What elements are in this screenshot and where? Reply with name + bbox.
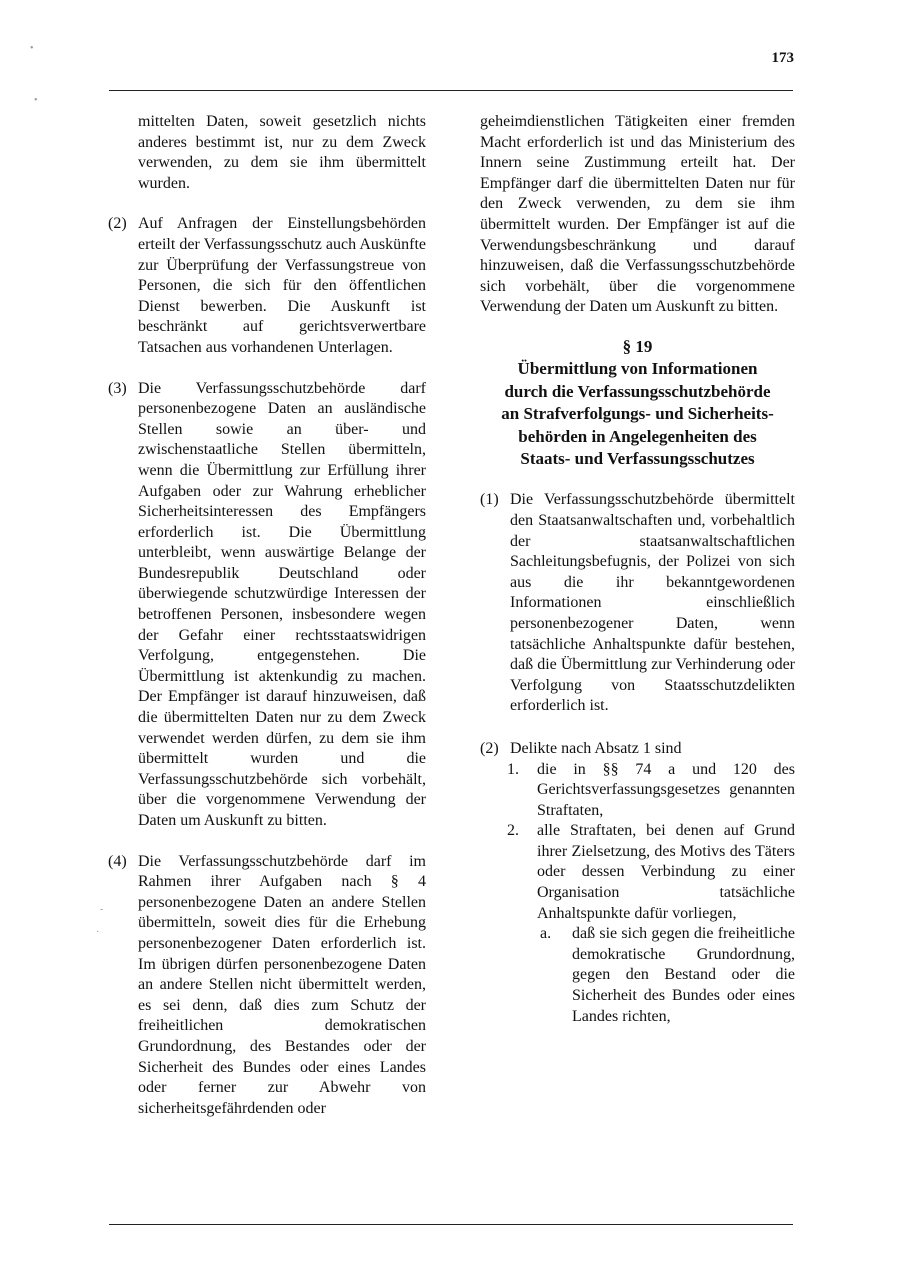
paragraph-text: Auf Anfragen der Einstellungsbehörden erteilt der Verfassungsschutz auch Auskünfte zur Überprüfung der Verfassungstreue von Personen, die sich für den öffentlichen Dienst bewerben. Die Auskunft ist beschränkt auf gerichtsverwertbare Tatsachen aus vorhandenen Unterlagen. bbox=[138, 215, 426, 356]
paragraph-2 bbox=[108, 214, 426, 358]
sub-list-item-text: daß sie sich gegen die freiheitliche demokratische Grundordnung, gegen den Bestand oder die Sicherheit des Bundes oder eines Landes richten, bbox=[572, 925, 795, 1025]
paragraph-number: (1) bbox=[480, 491, 499, 509]
paragraph-text: Die Verfassungsschutzbehörde darf personenbezogene Daten an ausländische Stellen sowie an über- und zwischenstaatliche Stellen übermitteln, wenn die Übermittlung zur Erfüllung ihrer Aufgaben oder zur Wahrung erheblicher Sicherheitsinteressen des Empfängers erforderlich ist. Die Übermittlung unterbleibt, wenn auswärtige Belange der Bundesrepublik Deutschland oder überwiegende schutzwürdige Interessen der betroffenen Personen, insbesondere wegen der Gefahr einer rechtsstaatswidrigen Verfolgung, entgegenstehen. Die Übermittlung ist aktenkundig zu machen. Der Empfänger ist darauf hinzuweisen, daß die übermittelten Daten nur zu dem Zweck verwendet werden dürfen, zu dem sie ihm übermittelt wurden und die Verfassungsschutzbehörde sich vorbehält, über die vorgenommene Verwendung der Daten um Auskunft zu bitten. bbox=[138, 379, 426, 829]
list-item-text: alle Straftaten, bei denen auf Grund ihrer Zielsetzung, des Motivs des Täters oder dessen Verbindung zu einer Organisation tatsächliche Anhaltspunkte dafür vorliegen, bbox=[537, 822, 795, 922]
page-number: 173 bbox=[771, 50, 794, 66]
section-number: § 19 bbox=[622, 336, 653, 356]
header-rule bbox=[109, 90, 793, 91]
left-column bbox=[108, 112, 426, 1119]
section-title-line: Staats- und Verfassungsschutzes bbox=[520, 448, 755, 468]
sub-list-item-letter: a. bbox=[540, 925, 552, 943]
section-paragraph-1 bbox=[480, 490, 795, 717]
margin-mark: - bbox=[100, 904, 104, 915]
margin-mark: · bbox=[96, 927, 100, 938]
paragraph-number: (2) bbox=[480, 739, 499, 757]
paragraph-number: (3) bbox=[108, 379, 127, 397]
paragraph-number: (4) bbox=[108, 852, 127, 870]
paragraph-text: Delikte nach Absatz 1 sind bbox=[510, 739, 682, 757]
paragraph-4 bbox=[108, 852, 426, 1120]
list-item-text: die in §§ 74 a und 120 des Gerichtsverfassungsgesetzes genannten Straftaten, bbox=[537, 760, 795, 819]
section-title-line: durch die Verfassungsschutzbehörde bbox=[504, 381, 771, 401]
section-paragraph-2 bbox=[480, 739, 795, 760]
right-column bbox=[480, 112, 795, 1027]
section-heading bbox=[480, 336, 795, 470]
sub-list-item bbox=[480, 924, 795, 1027]
section-title-line: an Strafverfolgungs- und Sicherheits- bbox=[501, 404, 774, 424]
paragraph-text: Die Verfassungsschutzbehörde übermittelt den Staatsanwaltschaften und, vorbehaltlich der staatsanwaltschaftlichen Sachleitungsbefugnis, der Polizei von sich aus die ihr bekanntgewordenen Informationen einschließlich personenbezogener Daten, wenn tatsächliche Anhaltspunkte dafür bestehen, daß die Übermittlung zur Verhinderung oder Verfolgung von Staatsschutzdelikten erforderlich ist. bbox=[510, 491, 795, 715]
list-item-number: 2. bbox=[507, 822, 519, 840]
section-title-line: Übermittlung von Informationen bbox=[517, 359, 758, 379]
paragraph-number: (2) bbox=[108, 215, 127, 233]
section-title-line: behörden in Angelegenheiten des bbox=[518, 426, 757, 446]
list-item-number: 1. bbox=[507, 760, 519, 778]
margin-mark: • bbox=[30, 43, 34, 54]
list-item bbox=[480, 821, 795, 924]
paragraph-text: Die Verfassungsschutzbehörde darf im Rahmen ihrer Aufgaben nach § 4 personenbezogene Daten an andere Stellen übermitteln, soweit dies für die Erhebung personenbezogener Daten erforderlich ist. Im übrigen dürfen personenbezogene Daten an andere Stellen nicht übermittelt werden, es sei denn, daß dies zum Schutz der freiheitlichen demokratischen Grundordnung, des Bestandes oder der Sicherheit des Bundes oder eines Landes oder ferner zur Abwehr von sicherheitsgefährdenden oder bbox=[138, 852, 426, 1117]
footer-rule bbox=[109, 1224, 793, 1225]
continued-paragraph: geheimdienstlichen Tätigkeiten einer fremden Macht erforderlich ist und das Ministerium des Innern seine Zustimmung erteilt hat. Der Empfänger darf die übermittelten Daten nur für den Zweck verwenden, zu dem sie ihm übermittelt wurden. Der Empfänger ist auf die Verwendungsbeschränkung und darauf hinzuweisen, daß die Verfassungsschutzbehörde sich vorbehält, über die vorgenommene Verwendung der Daten um Auskunft zu bitten. bbox=[480, 113, 795, 316]
continued-paragraph: mittelten Daten, soweit gesetzlich nichts anderes bestimmt ist, nur zu dem Zweck verwenden, zu dem sie ihm übermittelt wurden. bbox=[138, 113, 426, 192]
paragraph-3 bbox=[108, 379, 426, 832]
margin-mark: • bbox=[34, 95, 38, 106]
list-item bbox=[480, 760, 795, 822]
